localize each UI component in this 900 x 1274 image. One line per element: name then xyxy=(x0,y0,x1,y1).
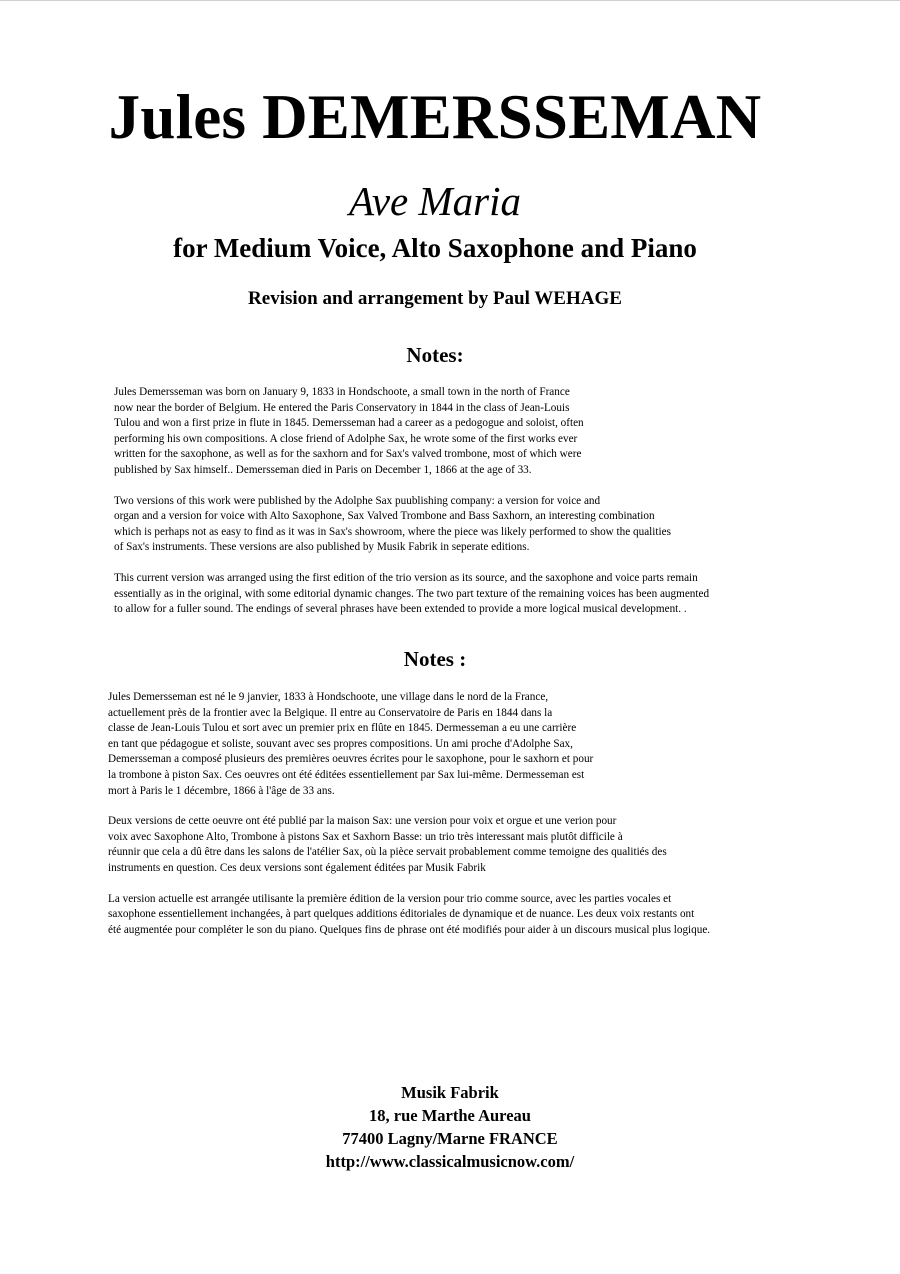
text-line: Jules Demersseman was born on January 9, 1833 in Hondschoote, a small town in the north of France xyxy=(114,386,570,398)
publisher-city: 77400 Lagny/Marne FRANCE xyxy=(342,1129,558,1148)
text-line: Two versions of this work were published by the Adolphe Sax puublishing company: a version for voice and xyxy=(114,494,601,507)
text-line: which is perhaps not as easy to find as it was in Sax's showroom, where the piece was likely performed to show the qualities xyxy=(114,525,671,538)
text-line: voix avec Saxophone Alto, Trombone à pistons Sax et Saxhorn Basse: un trio très interessant mais plutôt difficile à xyxy=(108,830,623,843)
composer-name: Jules DEMERSSEMAN xyxy=(108,82,762,152)
text-line: réunnir que cela a dû être dans les salons de l'atélier Sax, où la pièce servait probablement comme temoigne des qualitiés des xyxy=(108,846,667,859)
notes-heading-french: Notes : xyxy=(403,647,467,671)
text-line: organ and a version for voice with Alto Saxophone, Sax Valved Trombone and Bass Saxhorn, an interesting combination xyxy=(114,510,655,523)
publisher-website: http://www.classicalmusicnow.com/ xyxy=(325,1152,575,1171)
text-line: performing his own compositions. A close friend of Adolphe Sax, he wrote some of the first works ever xyxy=(114,432,578,445)
text-line: essentially as in the original, with some editorial dynamic changes. The two part texture of the remaining voices has been augmented xyxy=(114,587,710,600)
text-line: Deux versions de cette oeuvre ont été publié par la maison Sax: une version pour voix et orgue et une verion pour xyxy=(108,815,617,828)
notes-french xyxy=(108,690,710,953)
publisher-address xyxy=(0,1081,900,1173)
arranger-credit: Revision and arrangement by Paul WEHAGE xyxy=(248,288,622,309)
publisher-street: 18, rue Marthe Aureau xyxy=(369,1106,531,1125)
text-line: now near the border of Belgium. He entered the Paris Conservatory in 1844 in the class of Jean-Louis xyxy=(114,401,570,414)
text-line: en tant que pédagogue et soliste, souvant avec ses propres compositions. Un ami proche d'Adolphe Sax, xyxy=(108,737,573,750)
notes-english-paragraph-2 xyxy=(114,494,709,556)
text-line: This current version was arranged using the first edition of the trio version as its source, and the saxophone and voice parts remain xyxy=(114,571,698,584)
notes-english xyxy=(114,385,709,633)
text-line: la trombone à piston Sax. Ces oeuvres ont été éditées essentiellement par Sax lui-même. Dermesseman est xyxy=(108,768,585,781)
text-line: saxophone essentiellement inchangées, à part quelques additions éditoriales de dynamique et de nuance. Les deux voix restants ont xyxy=(108,908,695,921)
text-line: Tulou and won a first prize in flute in 1845. Demersseman had a career as a pedogogue and soloist, often xyxy=(114,417,584,430)
text-line: written for the saxophone, as well as for the saxhorn and for Sax's valved trombone, most of which were xyxy=(114,448,582,461)
text-line: published by Sax himself.. Demersseman died in Paris on December 1, 1866 at the age of 33. xyxy=(114,463,532,476)
text-line: été augmentée pour compléter le son du piano. Quelques fins de phrase ont été modifiés pour aider à un discours musical plus logique. xyxy=(108,923,711,936)
notes-french-paragraph-2 xyxy=(108,814,710,876)
instrumentation-subtitle: for Medium Voice, Alto Saxophone and Piano xyxy=(173,233,697,263)
notes-english-paragraph-3 xyxy=(114,571,709,618)
text-line: instruments en question. Ces deux versions sont également éditées par Musik Fabrik xyxy=(108,861,486,874)
text-line: Demersseman a composé plusieurs des premières oeuvres écrites pour le saxophone, pour le saxhorn et pour xyxy=(108,753,594,766)
work-title: Ave Maria xyxy=(349,178,521,224)
publisher-name: Musik Fabrik xyxy=(401,1083,499,1102)
notes-english-paragraph-1 xyxy=(114,385,709,479)
notes-heading-english: Notes: xyxy=(406,343,464,367)
text-line: of Sax's instruments. These versions are also published by Musik Fabrik in seperate editions. xyxy=(114,541,530,554)
notes-french-paragraph-3 xyxy=(108,892,710,939)
text-line: La version actuelle est arrangée utilisante la première édition de la version pour trio comme source, avec les parties vocales et xyxy=(108,892,672,905)
text-line: mort à Paris le 1 décembre, 1866 à l'âge de 33 ans. xyxy=(108,784,335,797)
text-line: Jules Demersseman est né le 9 janvier, 1833 à Hondschoote, une village dans le nord de la France, xyxy=(108,691,549,703)
text-line: classe de Jean-Louis Tulou et sort avec un premier prix en flûte en 1845. Dermesseman a eu une carrière xyxy=(108,722,577,735)
notes-french-paragraph-1 xyxy=(108,690,710,799)
text-line: actuellement près de la frontier avec la Belgique. Il entre au Conservatoire de Paris en 1844 dans la xyxy=(108,706,553,719)
text-line: to allow for a fuller sound. The endings of several phrases have been extended to provide a more logical musical development. . xyxy=(114,603,687,616)
